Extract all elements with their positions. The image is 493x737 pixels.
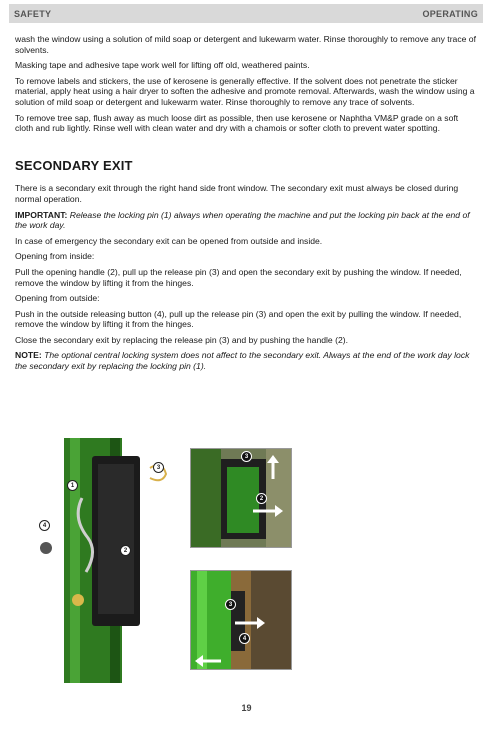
outside-callout-3: 3 [225, 599, 236, 610]
outside-callout-4: 4 [239, 633, 250, 644]
inside-callout-2: 2 [256, 493, 267, 504]
inside-opening-illustration [191, 449, 291, 547]
main-callout-3: 3 [153, 462, 164, 473]
paragraph-inside-title: Opening from inside: [15, 251, 95, 262]
main-lock-illustration [30, 438, 170, 683]
paragraph-important [15, 210, 478, 231]
main-callout-1: 1 [67, 480, 78, 491]
figures-area [0, 438, 493, 693]
header-section-left: SAFETY [14, 8, 52, 19]
inside-opening-photo [190, 448, 292, 548]
page-content [15, 34, 478, 377]
main-callout-2: 2 [120, 545, 131, 556]
outside-opening-photo [190, 570, 292, 670]
outside-opening-illustration [191, 571, 291, 669]
paragraph-labels: To remove labels and stickers, the use of kerosene is generally effective. If the solvent does not penetrate the sticker material, apply heat using a hair dryer to soften the adhesive and promote removal. Afterwards, wash the window using a solution of mild soap or detergent and lukewarm water. Rinse thoroughly to remove any trace of solvents. [15, 75, 475, 107]
main-callout-4: 4 [39, 520, 50, 531]
page-number: 19 [241, 703, 252, 713]
paragraph-close: Close the secondary exit by replacing the release pin (3) and by pushing the handle (2). [15, 334, 348, 345]
note-label: NOTE: [15, 350, 42, 361]
paragraph-outside-title: Opening from outside: [15, 293, 100, 304]
main-lock-photo [30, 438, 170, 683]
page-header [9, 4, 483, 23]
paragraph-note [15, 350, 478, 371]
paragraph-outside: Push in the outside releasing button (4), pull up the release pin (3) and open the exit by pulling the window. If needed, remove the window by lifting it from the hinges. [15, 308, 462, 330]
note-text: The optional central locking system does not affect to the secondary exit. Always at the end of the work day lock the secondary exit by replacing the locking pin (1). [15, 350, 470, 372]
inside-callout-3: 3 [241, 451, 252, 462]
section-title: SECONDARY EXIT [15, 157, 133, 173]
paragraph-masking-tape: Masking tape and adhesive tape work well for lifting off old, weathered paints. [15, 60, 310, 71]
important-text: Release the locking pin (1) always when operating the machine and put the locking pin back at the end of the work day. [15, 209, 470, 231]
paragraph-inside: Pull the opening handle (2), pull up the release pin (3) and open the secondary exit by pushing the window. If needed, remove the window by lifting it from the hinges. [15, 266, 462, 288]
paragraph-emergency: In case of emergency the secondary exit can be opened from outside and inside. [15, 235, 323, 246]
header-section-right: OPERATING [422, 8, 478, 19]
paragraph-intro: There is a secondary exit through the right hand side front window. The secondary exit must always be closed during normal operation. [15, 183, 459, 204]
paragraph-wash: wash the window using a solution of mild soap or detergent and lukewarm water. Rinse thoroughly to remove any trace of solvents. [15, 34, 476, 55]
paragraph-tree-sap: To remove tree sap, flush away as much loose dirt as possible, then use kerosene or Naphtha VM&P grade on a soft cloth and rub lightly. Rinse well with clean water and dry with a chamois or softer cloth to prevent water spotting. [15, 112, 459, 134]
important-label: IMPORTANT: [15, 209, 68, 220]
